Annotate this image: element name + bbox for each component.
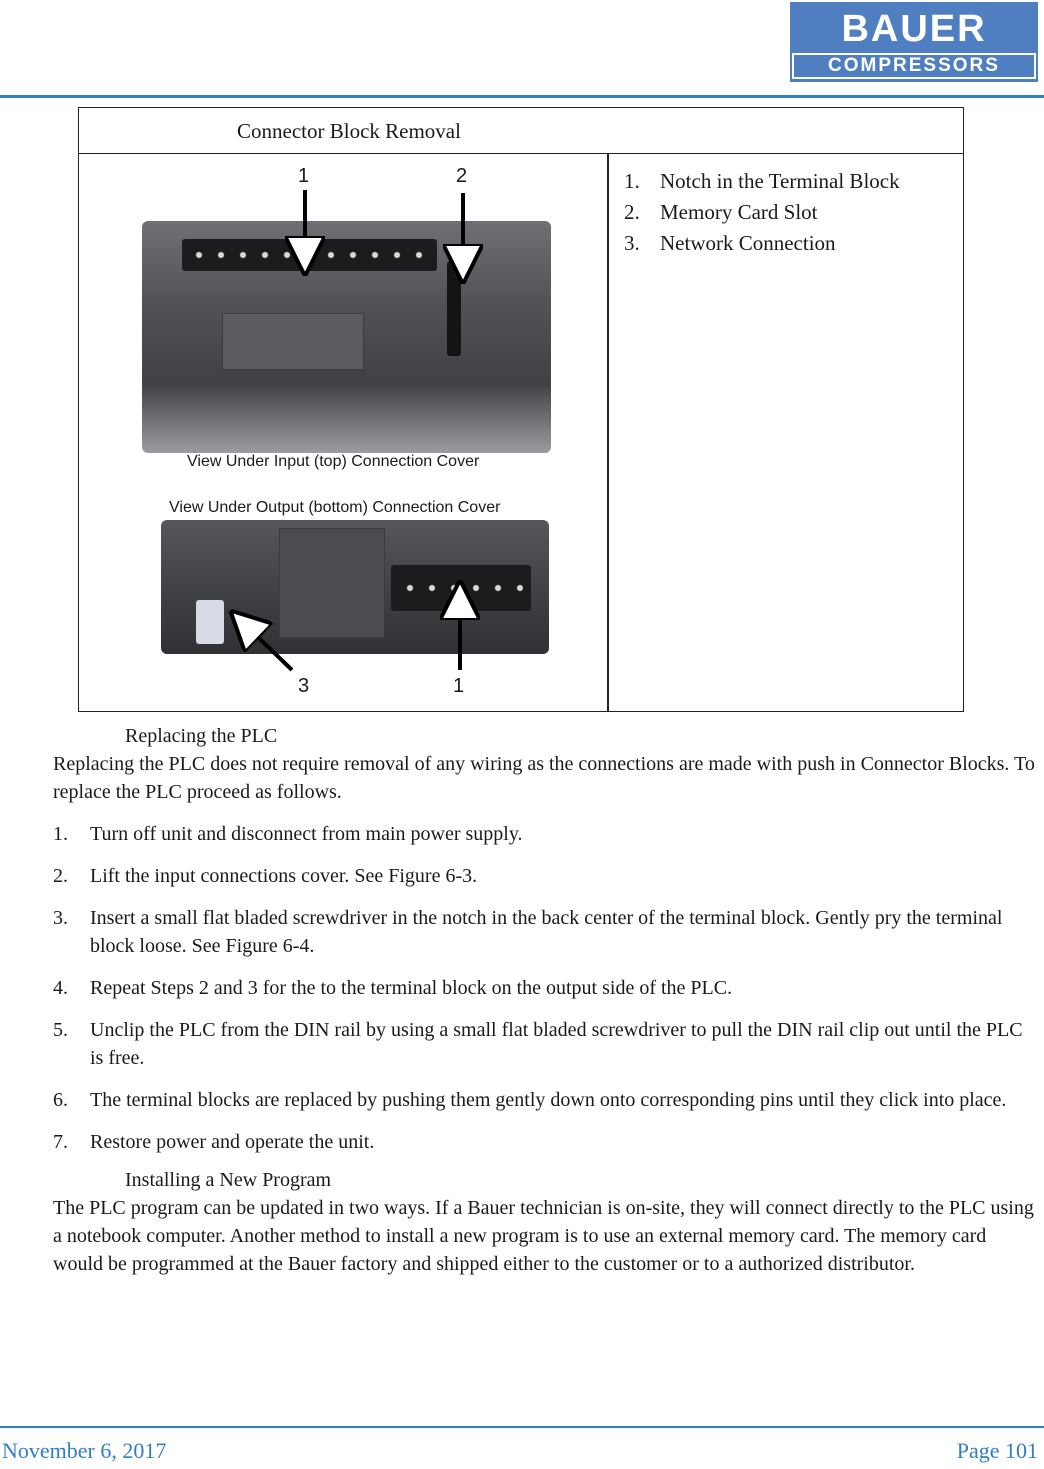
callout-3-bottom: 3 (298, 675, 310, 697)
section-body: The PLC program can be updated in two ways. If a Bauer technician is on-site, they will connect directly to the PLC using a notebook computer. Another method to install a new program is to use an external memory card. The memory card would be programmed at the Bauer factory and shipped either to the customer or to a authorized distributor. (53, 1197, 1034, 1275)
list-item: 5. Unclip the PLC from the DIN rail by using a small flat bladed screwdriver to pull the DIN rail clip out until the PLC is free. (53, 1019, 1023, 1069)
logo-subtitle: COMPRESSORS (792, 53, 1036, 79)
footer-date: November 6, 2017 (2, 1438, 167, 1463)
legend-item: 3. Network Connection (624, 231, 836, 255)
caption-top: View Under Input (top) Connection Cover (187, 453, 480, 470)
legend-item: 2. Memory Card Slot (624, 200, 818, 224)
document-body (53, 722, 1038, 1290)
list-item: 1. Turn off unit and disconnect from main power supply. (53, 823, 523, 845)
list-item: 4. Repeat Steps 2 and 3 for the to the terminal block on the output side of the PLC. (53, 977, 733, 999)
callout-2-top: 2 (456, 165, 468, 187)
callout-1-top: 1 (298, 165, 310, 187)
list-item: 7. Restore power and operate the unit. (53, 1131, 375, 1153)
figure-title: Connector Block Removal (79, 108, 963, 154)
bauer-logo (790, 2, 1038, 82)
arrow-network (236, 616, 292, 670)
section-intro: Replacing the PLC does not require removal of any wiring as the connections are made with push in Connector Blocks. To replace the PLC proceed as follows. (53, 753, 1035, 803)
legend-item: 1. Notch in the Terminal Block (624, 169, 900, 193)
caption-bottom: View Under Output (bottom) Connection Cover (169, 499, 501, 516)
steps-list (53, 820, 1038, 1156)
section-heading-installing: Installing a New Program (125, 1169, 332, 1191)
footer-rule (0, 1426, 1044, 1428)
list-item: 6. The terminal blocks are replaced by pushing them gently down onto corresponding pins until they click into place. (53, 1089, 1007, 1111)
header-rule (0, 95, 1044, 98)
figure-legend (624, 166, 900, 259)
figure-box (78, 107, 964, 712)
list-item: 3. Insert a small flat bladed screwdriver in the notch in the back center of the terminal block. Gently pry the terminal block loose. See Figure 6-4. (53, 907, 1003, 957)
list-item: 2. Lift the input connections cover. See Figure 6-3. (53, 865, 478, 887)
section-heading-replacing: Replacing the PLC (125, 725, 278, 747)
footer-page-number: Page 101 (956, 1438, 1038, 1463)
callout-1-bottom: 1 (453, 675, 465, 697)
logo-word: BAUER (841, 8, 987, 50)
